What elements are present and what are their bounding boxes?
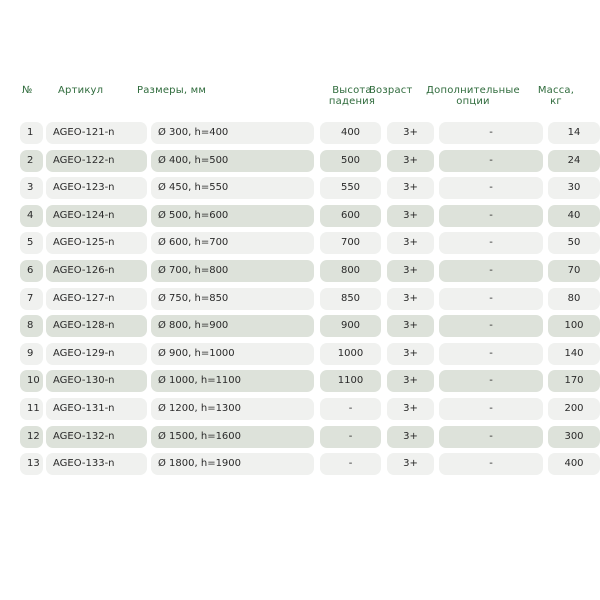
- row-mass: 80: [548, 288, 600, 310]
- row-mass: 50: [548, 232, 600, 254]
- header-mass-line1: Масса,: [537, 85, 575, 96]
- row-options: -: [439, 232, 543, 254]
- row-options: -: [439, 150, 543, 172]
- row-size: Ø 900, h=1000: [151, 343, 314, 365]
- table-row: [20, 398, 582, 420]
- row-mass: 300: [548, 426, 600, 448]
- row-mass: 140: [548, 343, 600, 365]
- row-age: 3+: [387, 288, 434, 310]
- table-header: [20, 82, 582, 118]
- row-num: 1: [20, 122, 43, 144]
- row-options: -: [439, 122, 543, 144]
- header-height-line1: Высота: [332, 85, 372, 96]
- row-size: Ø 450, h=550: [151, 177, 314, 199]
- row-age: 3+: [387, 453, 434, 475]
- table-row: [20, 288, 582, 310]
- header-mass: [526, 85, 586, 107]
- row-options: -: [439, 426, 543, 448]
- row-mass: 14: [548, 122, 600, 144]
- table-row: [20, 177, 582, 199]
- header-options-line1: Дополнительные: [426, 85, 520, 96]
- row-article: AGEO-125-n: [46, 232, 147, 254]
- row-age: 3+: [387, 150, 434, 172]
- row-options: -: [439, 343, 543, 365]
- row-age: 3+: [387, 370, 434, 392]
- table-row: [20, 315, 582, 337]
- row-num: 2: [20, 150, 43, 172]
- header-age: Возраст: [369, 85, 413, 96]
- row-num: 6: [20, 260, 43, 282]
- row-height: 1100: [320, 370, 381, 392]
- row-mass: 24: [548, 150, 600, 172]
- row-size: Ø 600, h=700: [151, 232, 314, 254]
- row-size: Ø 800, h=900: [151, 315, 314, 337]
- row-article: AGEO-132-n: [46, 426, 147, 448]
- row-height: 900: [320, 315, 381, 337]
- table-row: [20, 205, 582, 227]
- row-options: -: [439, 453, 543, 475]
- header-mass-line2: кг: [550, 96, 562, 107]
- row-height: -: [320, 453, 381, 475]
- row-height: 1000: [320, 343, 381, 365]
- row-num: 13: [20, 453, 43, 475]
- row-height: 600: [320, 205, 381, 227]
- row-size: Ø 500, h=600: [151, 205, 314, 227]
- table-body: [20, 122, 582, 481]
- row-article: AGEO-122-n: [46, 150, 147, 172]
- row-options: -: [439, 370, 543, 392]
- row-num: 9: [20, 343, 43, 365]
- row-mass: 170: [548, 370, 600, 392]
- row-options: -: [439, 315, 543, 337]
- row-size: Ø 1500, h=1600: [151, 426, 314, 448]
- row-num: 7: [20, 288, 43, 310]
- row-article: AGEO-129-n: [46, 343, 147, 365]
- row-mass: 400: [548, 453, 600, 475]
- row-num: 3: [20, 177, 43, 199]
- row-options: -: [439, 177, 543, 199]
- row-article: AGEO-126-n: [46, 260, 147, 282]
- header-num: №: [22, 85, 33, 96]
- row-article: AGEO-133-n: [46, 453, 147, 475]
- row-mass: 70: [548, 260, 600, 282]
- row-height: 550: [320, 177, 381, 199]
- table-row: [20, 150, 582, 172]
- row-height: 400: [320, 122, 381, 144]
- row-size: Ø 1200, h=1300: [151, 398, 314, 420]
- row-num: 4: [20, 205, 43, 227]
- row-article: AGEO-128-n: [46, 315, 147, 337]
- row-num: 11: [20, 398, 43, 420]
- row-age: 3+: [387, 232, 434, 254]
- row-options: -: [439, 205, 543, 227]
- row-size: Ø 400, h=500: [151, 150, 314, 172]
- header-article: Артикул: [58, 85, 104, 96]
- header-options: [420, 85, 526, 107]
- table-row: [20, 426, 582, 448]
- row-age: 3+: [387, 398, 434, 420]
- row-article: AGEO-124-n: [46, 205, 147, 227]
- row-size: Ø 1800, h=1900: [151, 453, 314, 475]
- row-options: -: [439, 398, 543, 420]
- row-num: 12: [20, 426, 43, 448]
- row-age: 3+: [387, 315, 434, 337]
- row-mass: 40: [548, 205, 600, 227]
- row-height: 850: [320, 288, 381, 310]
- row-age: 3+: [387, 343, 434, 365]
- row-age: 3+: [387, 205, 434, 227]
- header-size: Размеры, мм: [137, 85, 207, 96]
- table-row: [20, 232, 582, 254]
- table-row: [20, 453, 582, 475]
- row-age: 3+: [387, 260, 434, 282]
- row-size: Ø 750, h=850: [151, 288, 314, 310]
- table-row: [20, 122, 582, 144]
- row-height: 700: [320, 232, 381, 254]
- row-num: 8: [20, 315, 43, 337]
- row-article: AGEO-130-n: [46, 370, 147, 392]
- row-age: 3+: [387, 122, 434, 144]
- row-height: -: [320, 398, 381, 420]
- row-article: AGEO-127-n: [46, 288, 147, 310]
- row-height: 500: [320, 150, 381, 172]
- row-options: -: [439, 260, 543, 282]
- row-mass: 100: [548, 315, 600, 337]
- row-height: 800: [320, 260, 381, 282]
- row-height: -: [320, 426, 381, 448]
- header-height-line2: падения: [328, 96, 376, 107]
- row-article: AGEO-131-n: [46, 398, 147, 420]
- row-age: 3+: [387, 426, 434, 448]
- row-article: AGEO-123-n: [46, 177, 147, 199]
- row-article: AGEO-121-n: [46, 122, 147, 144]
- table-row: [20, 260, 582, 282]
- row-num: 10: [20, 370, 43, 392]
- table-row: [20, 343, 582, 365]
- row-size: Ø 700, h=800: [151, 260, 314, 282]
- row-age: 3+: [387, 177, 434, 199]
- table-row: [20, 370, 582, 392]
- row-options: -: [439, 288, 543, 310]
- row-mass: 200: [548, 398, 600, 420]
- row-size: Ø 300, h=400: [151, 122, 314, 144]
- row-size: Ø 1000, h=1100: [151, 370, 314, 392]
- product-table: [20, 82, 584, 470]
- row-num: 5: [20, 232, 43, 254]
- header-options-line2: опции: [456, 96, 490, 107]
- row-mass: 30: [548, 177, 600, 199]
